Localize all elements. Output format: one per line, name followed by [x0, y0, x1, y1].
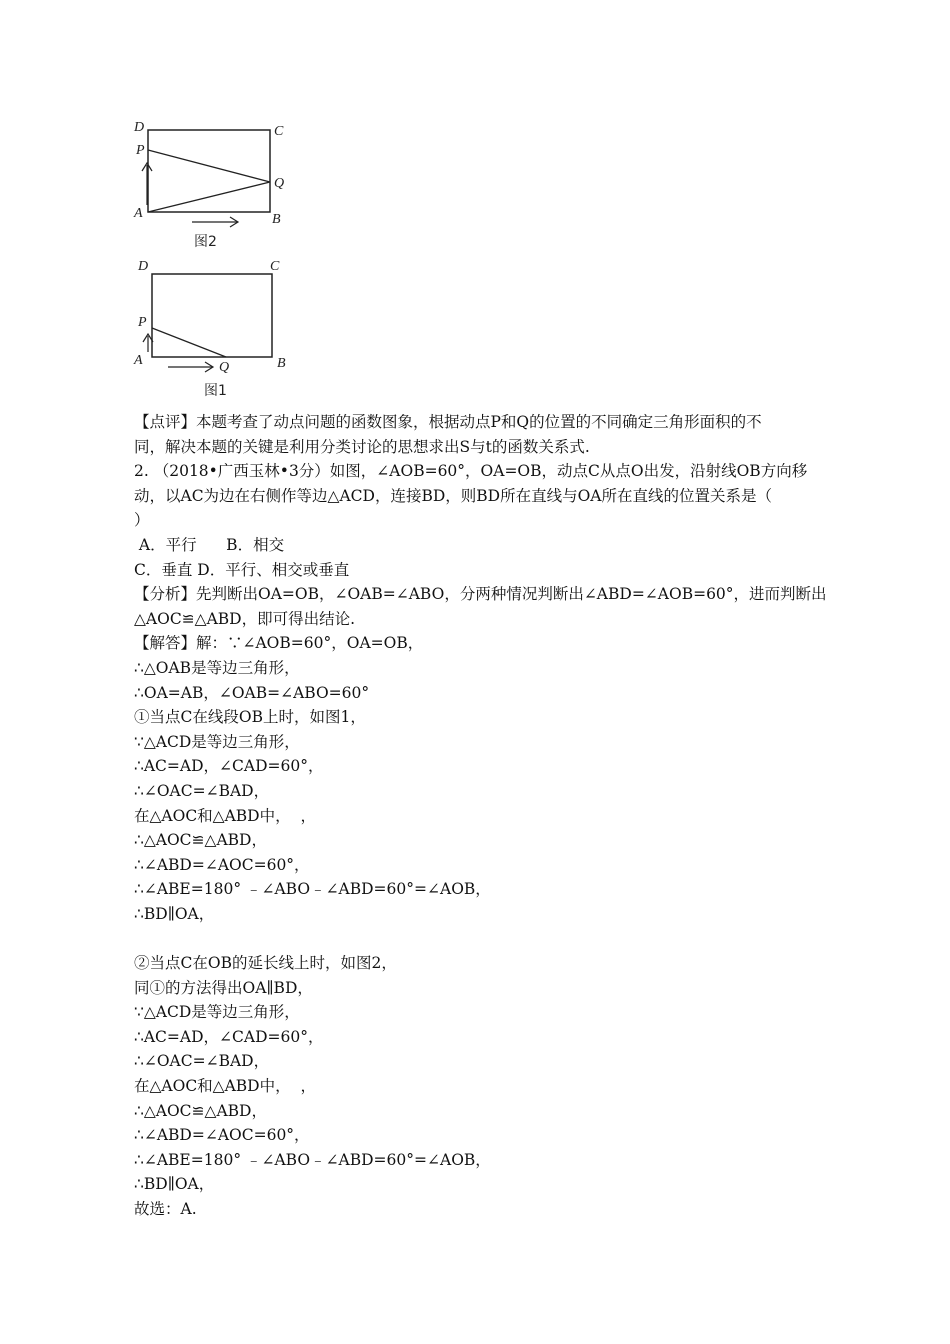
- figure-1-diagram: [130, 254, 310, 402]
- figure-2-diagram: [130, 115, 310, 255]
- label-b: B: [277, 356, 286, 371]
- label-d: D: [138, 259, 149, 274]
- text-line: ∴△OAB是等边三角形，: [134, 658, 300, 677]
- rectangle-abcd: [152, 274, 272, 357]
- text-line: ①当点C在线段OB上时，如图1，: [134, 708, 366, 727]
- segment-aq: [148, 182, 270, 212]
- label-b: B: [272, 212, 281, 227]
- label-c: C: [274, 124, 284, 139]
- solution-text: [134, 410, 827, 1222]
- text-line: 2. （2018•广西玉林•3分）如图，∠AOB=60°，OA=OB，动点C从点O出发，沿射线OB方向移: [134, 462, 808, 481]
- text-line: ∴OA=AB，∠OAB=∠ABO=60°: [134, 683, 370, 702]
- text-line: ∴∠ABE=180° ﹣∠ABO﹣∠ABD=60°=∠AOB，: [134, 1150, 491, 1169]
- text-line: 【解答】解：∵∠AOB=60°，OA=OB，: [134, 634, 424, 653]
- text-line: 故选：A.: [134, 1200, 197, 1218]
- text-line: ∴AC=AD，∠CAD=60°，: [134, 757, 324, 776]
- text-line: ②当点C在OB的延长线上时，如图2，: [134, 954, 397, 973]
- text-line: ∴△AOC≌△ABD，: [134, 1101, 267, 1120]
- text-line: △AOC≌△ABD，即可得出结论.: [134, 609, 356, 628]
- label-p: P: [138, 315, 147, 330]
- blank-line: [134, 926, 824, 951]
- label-q: Q: [274, 176, 285, 191]
- text-line: 同①的方法得出OA∥BD，: [134, 978, 313, 997]
- figure-caption: 图2: [194, 234, 217, 250]
- text-line: ∴△AOC≌△ABD，: [134, 831, 267, 850]
- label-d: D: [134, 120, 145, 135]
- text-line: ∴∠OAC=∠BAD，: [134, 1052, 270, 1071]
- text-line: 在△AOC和△ABD中， ，: [134, 1077, 316, 1096]
- text-line: A．平行 B．相交: [134, 535, 285, 554]
- segment-pq: [148, 150, 270, 182]
- text-line: 同，解决本题的关键是利用分类讨论的思想求出S与t的函数关系式.: [134, 437, 590, 456]
- label-q: Q: [219, 360, 230, 375]
- text-line: ∵△ACD是等边三角形，: [134, 732, 300, 751]
- text-line: ∴∠ABD=∠AOC=60°，: [134, 855, 310, 874]
- label-p: P: [136, 143, 145, 158]
- text-line: 在△AOC和△ABD中， ，: [134, 806, 316, 825]
- label-c: C: [270, 259, 280, 274]
- text-line: ∴BD∥OA，: [134, 904, 215, 923]
- text-line: 【点评】本题考查了动点问题的函数图象，根据动点P和Q的位置的不同确定三角形面积的不: [134, 413, 762, 431]
- text-line: 【分析】先判断出OA=OB，∠OAB=∠ABO，分两种情况判断出∠ABD=∠AOB=60°，进而判断出: [134, 585, 827, 604]
- label-a: A: [134, 206, 143, 221]
- text-line: 动，以AC为边在右侧作等边△ACD，连接BD，则BD所在直线与OA所在直线的位置关系是（: [134, 486, 772, 505]
- rectangle-abcd: [148, 130, 270, 212]
- text-line: ∴∠ABD=∠AOC=60°，: [134, 1126, 310, 1145]
- text-line: ∴BD∥OA，: [134, 1175, 215, 1194]
- text-line: ∴AC=AD，∠CAD=60°，: [134, 1027, 324, 1046]
- label-a: A: [134, 353, 143, 368]
- figure-caption: 图1: [204, 383, 227, 399]
- text-line: ∴∠OAC=∠BAD，: [134, 781, 270, 800]
- text-line: ∵△ACD是等边三角形，: [134, 1003, 300, 1022]
- figure-1: [130, 254, 310, 406]
- segment-pq: [152, 328, 226, 357]
- figure-2: [130, 115, 310, 259]
- text-line: ∴∠ABE=180° ﹣∠ABO﹣∠ABD=60°=∠AOB，: [134, 880, 491, 899]
- text-line: C．垂直 D．平行、相交或垂直: [134, 560, 350, 579]
- text-line: ）: [134, 511, 150, 530]
